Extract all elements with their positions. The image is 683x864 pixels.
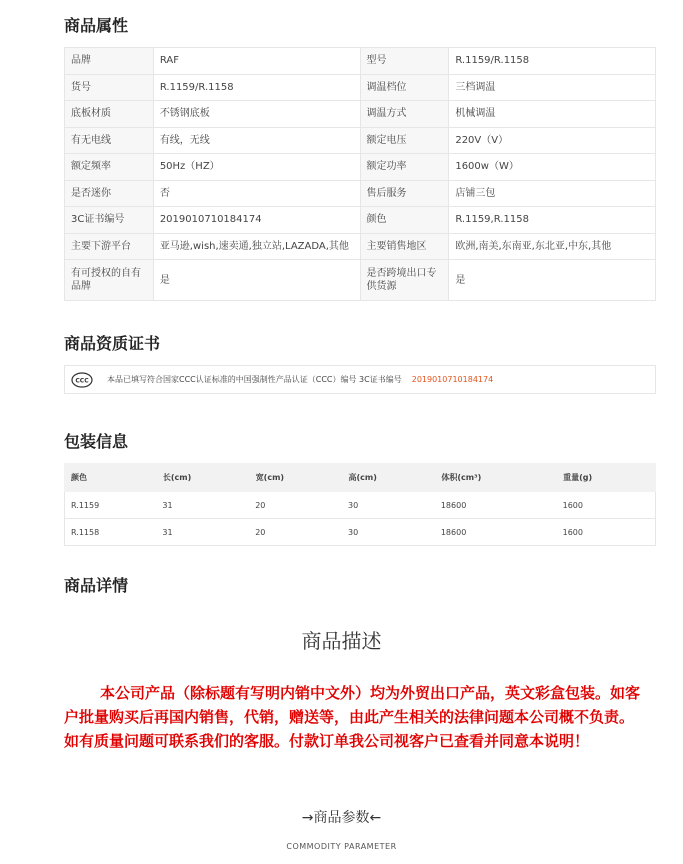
attribute-key: 型号 [360,48,449,75]
attribute-value: RAF [153,48,360,75]
attribute-value: 亚马逊,wish,速卖通,独立站,LAZADA,其他 [153,233,360,260]
packaging-cell: 1600 [557,519,656,546]
packaging-cell: R.1158 [65,519,157,546]
parameter-subheading: COMMODITY PARAMETER [286,842,397,851]
attribute-value: 2019010710184174 [153,207,360,234]
packaging-cell: 20 [249,519,342,546]
packaging-cell: 18600 [435,492,557,519]
packaging-table [64,463,656,546]
attribute-value: 220V（V） [449,127,656,154]
ccc-logo-icon [71,372,93,388]
attribute-value: 机械调温 [449,101,656,128]
attribute-value: 不锈钢底板 [153,101,360,128]
attribute-key: 调温档位 [360,74,449,101]
attribute-key: 额定功率 [360,154,449,181]
attribute-value: 三档调温 [449,74,656,101]
packaging-header-row [65,464,656,492]
packaging-header: 颜色 [65,464,157,492]
attribute-key: 主要下游平台 [65,233,154,260]
attribute-key: 主要销售地区 [360,233,449,260]
certificate-number: 2019010710184174 [411,375,494,384]
packaging-cell: 20 [249,492,342,519]
packaging-cell: 18600 [435,519,557,546]
attribute-key: 品牌 [65,48,154,75]
packaging-cell: R.1159 [65,492,157,519]
attribute-key: 售后服务 [360,180,449,207]
certificate-box [64,365,656,394]
packaging-header: 体积(cm³) [435,464,557,492]
attribute-row [65,48,656,75]
attribute-row [65,154,656,181]
attribute-value: 1600w（W） [449,154,656,181]
attributes-table [64,47,656,301]
packaging-header: 高(cm) [342,464,435,492]
attribute-value: 否 [153,180,360,207]
attribute-value: 欧洲,南美,东南亚,东北亚,中东,其他 [449,233,656,260]
export-notice: 本公司产品（除标题有写明内销中文外）均为外贸出口产品，英文彩盒包装。如客户批量购买后再国内销售，代销，赠送等，由此产生相关的法律问题本公司概不负责。如有质量问题可联系我们的客服。付款订单我公司视客户已查看并同意本说明！ [64,684,641,750]
attribute-key: 额定频率 [65,154,154,181]
packaging-cell: 31 [156,519,249,546]
attribute-row [65,127,656,154]
attribute-row [65,233,656,260]
packaging-row [65,519,656,546]
attribute-value: 50Hz（HZ） [153,154,360,181]
attribute-row [65,207,656,234]
attribute-key: 底板材质 [65,101,154,128]
packaging-header: 宽(cm) [249,464,342,492]
attribute-value: R.1159/R.1158 [153,74,360,101]
attribute-value: 是 [153,260,360,301]
packaging-cell: 30 [342,519,435,546]
attribute-value: R.1159/R.1158 [449,48,656,75]
attribute-key: 额定电压 [360,127,449,154]
certificate-title: 商品资质证书 [64,334,161,353]
attribute-value: R.1159,R.1158 [449,207,656,234]
description-heading: 商品描述 [301,629,382,653]
svg-text:CCC: CCC [75,377,89,384]
attribute-row [65,180,656,207]
attribute-row [65,101,656,128]
packaging-header: 长(cm) [156,464,249,492]
attribute-value: 店铺三包 [449,180,656,207]
certificate-text: 本品已填写符合国家CCC认证标准的中国强制性产品认证（CCC）编号 3C证书编号 [107,375,402,384]
packaging-cell: 30 [342,492,435,519]
attribute-key: 货号 [65,74,154,101]
attribute-key: 是否迷你 [65,180,154,207]
attribute-key: 有可授权的自有品牌 [65,260,154,301]
details-title: 商品详情 [64,576,129,595]
attribute-key: 有无电线 [65,127,154,154]
packaging-title: 包装信息 [64,432,129,451]
attribute-key: 是否跨境出口专供货源 [360,260,449,301]
attribute-key: 调温方式 [360,101,449,128]
packaging-row [65,492,656,519]
parameter-heading: →商品参数← [301,810,382,826]
attribute-key: 3C证书编号 [65,207,154,234]
attribute-row [65,74,656,101]
packaging-header: 重量(g) [557,464,656,492]
attribute-value: 有线，无线 [153,127,360,154]
attribute-value: 是 [449,260,656,301]
attribute-key: 颜色 [360,207,449,234]
attributes-title: 商品属性 [64,16,129,35]
packaging-cell: 1600 [557,492,656,519]
packaging-cell: 31 [156,492,249,519]
attribute-row [65,260,656,301]
